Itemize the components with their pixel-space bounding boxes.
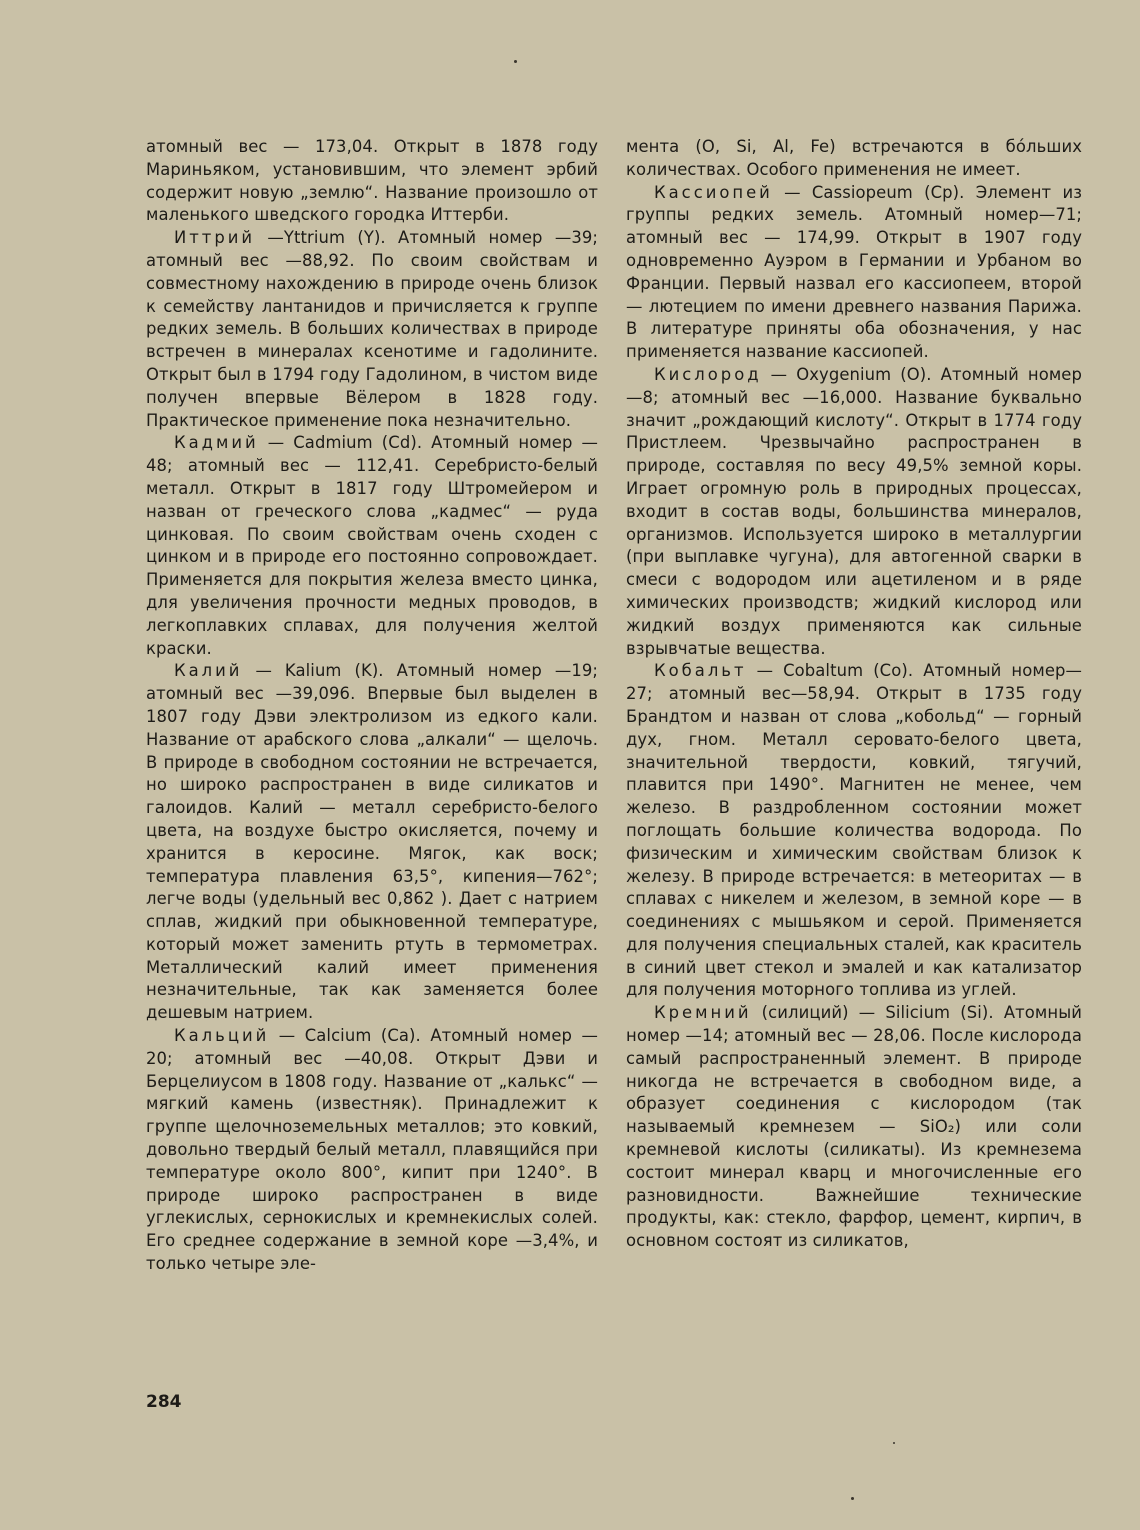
left-column xyxy=(146,136,598,1276)
entry-body: — Calcium (Ca). Атомный номер — 20; атомный вес —40,08. Открыт Дэви и Берцелиусом в 1808 году. Название от „калькс“ — мягкий камень (известняк). Принадлежит к группе щелочноземельных металлов; это ковкий, довольно твердый белый металл, плавящийся при температуре около 800°, кипит при 1240°. В природе широко распространен в виде углекислых, сернокислых и кремнекислых солей. Его среднее содержание в земной коре —3,4%, и только четыре эле- xyxy=(146,1026,599,1274)
entry-body: — Cadmium (Cd). Атомный номер —48; атомный вес — 112,41. Серебристо-белый металл. Открыт в 1817 году Штромейером и назван от греческого слова „кадмес“ — руда цинковая. По своим свойствам очень сходен с цинком и в природе его постоянно сопровождает. Применяется для покрытия железа вместо цинка, для увеличения прочности медных проводов, в легкоплавких сплавах, для получения желтой краски. xyxy=(146,433,599,658)
entry-term: Кремний xyxy=(654,1003,752,1023)
entry-term: Кассиопей xyxy=(654,182,773,202)
entry-oxygenium xyxy=(626,364,1082,660)
entry-kalium xyxy=(146,660,598,1025)
entry-term: Кальций xyxy=(174,1026,270,1046)
entry-yttrium xyxy=(146,227,598,432)
paper-speck xyxy=(893,1442,895,1444)
entry-body: —Yttrium (Y). Атомный номер —39; атомный вес —88,92. По своим свойствам и совместному нахождению в природе очень близок к семейству лантанидов и причисляется к группе редких земель. В больших количествах в природе встречен в минералах ксенотиме и гадолините. Открыт был в 1794 году Гадолином, в чистом виде получен впервые Вёлером в 1828 году. Практическое применение пока незначительно. xyxy=(146,228,598,430)
entry-body: (силиций) — Silicium (Si). Атомный номер —14; атомный вес — 28,06. После кислорода самый распространенный элемент. В природе никогда не встречается в свободном виде, а образует соединения с кислородом (так называемый кремнезем — SiO₂) или соли кремневой кислоты (силикаты). Из кремнезема состоит минерал кварц и многочисленные его разновидности. Важнейшие технические продукты, как: стекло, фарфор, цемент, кирпич, в основном состоят из силикатов, xyxy=(626,1003,1082,1251)
entry-cadmium xyxy=(146,432,598,660)
entry-calcium xyxy=(146,1025,598,1276)
page-number: 284 xyxy=(146,1392,182,1412)
continuation-paragraph: мента (O, Si, Al, Fe) встречаются в бóльших количествах. Особого применения не имеет. xyxy=(626,137,1082,179)
entry-cobaltum xyxy=(626,660,1082,1002)
entry-term: Кислород xyxy=(654,364,762,384)
entry-term: Калий xyxy=(174,661,243,681)
paper-speck xyxy=(514,60,517,63)
right-column xyxy=(626,136,1082,1253)
entry-body: — Cobaltum (Co). Атомный номер—27; атомный вес—58,94. Открыт в 1735 году Брандтом и назван от слова „кобольд“ — горный дух, гном. Металл серовато-белого цвета, значительной твердости, ковкий, тягучий, плавится при 1490°. Магнитен не менее, чем железо. В раздробленном состоянии может поглощать большие количества водорода. По физическим и химическим свойствам близок к железу. В природе встречается: в метеоритах — в сплавах с никелем и железом, в земной коре — в соединениях с мышьяком и серой. Применяется для получения специальных сталей, как краситель в синий цвет стекол и эмалей и как катализатор для получения моторного топлива из углей. xyxy=(626,661,1082,1000)
entry-term: Иттрий xyxy=(174,228,256,248)
entry-term: Кобальт xyxy=(654,661,747,681)
continuation-paragraph: атомный вес — 173,04. Открыт в 1878 году Мариньяком, установившим, что элемент эрбий содержит новую „землю“. Название произошло от маленького шведского городка Иттерби. xyxy=(146,137,598,225)
entry-silicium xyxy=(626,1002,1082,1253)
entry-body: — Oxygenium (O). Атомный номер —8; атомный вес —16,000. Название буквально значит „рождающий кислоту“. Открыт в 1774 году Пристлеем. Чрезвычайно распространен в природе, составляя по весу 49,5% земной коры. Играет огромную роль в природных процессах, входит в состав воды, большинства минералов, организмов. Используется широко в металлургии (при выплавке чугуна), для автогенной сварки в смеси с водородом или ацетиленом и в ряде химических производств; жидкий кислород или жидкий воздух применяются как сильные взрывчатые вещества. xyxy=(626,364,1082,658)
entry-body: — Kalium (K). Атомный номер —19; атомный вес —39,096. Впервые был выделен в 1807 году Дэви электролизом из едкого кали. Название от арабского слова „алкали“ — щелочь. В природе в свободном состоянии не встречается, но широко распространен в виде силикатов и галоидов. Калий — металл серебристо-белого цвета, на воздухе быстро окисляется, почему и хранится в керосине. Мягок, как воск; температура плавления 63,5°, кипения—762°; легче воды (удельный вес 0,862 ). Дает с натрием сплав, жидкий при обыкновенной температуре, который может заменить ртуть в термометрах. Металлический калий имеет применения незначительные, так как заменяется более дешевым натрием. xyxy=(146,661,598,1023)
entry-cassiopeum xyxy=(626,182,1082,364)
entry-term: Кадмий xyxy=(174,433,259,453)
paper-speck xyxy=(851,1497,854,1500)
entry-body: — Cassiopeum (Cp). Элемент из группы редких земель. Атомный номер—71; атомный вес — 174,99. Открыт в 1907 году одновременно Ауэром в Германии и Урбаном во Франции. Первый назвал его кассиопеем, второй — лютецием по имени древнего названия Парижа. В литературе приняты оба обозначения, у нас применяется название кассиопей. xyxy=(626,182,1083,362)
